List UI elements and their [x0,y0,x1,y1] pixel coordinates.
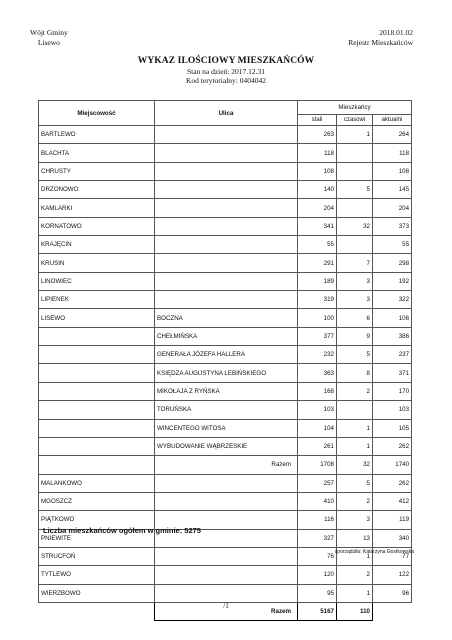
street-cell [155,254,298,272]
temporary-cell: 5 [337,346,373,364]
permanent-cell: 204 [298,199,337,217]
street-cell [155,547,298,565]
temporary-cell [337,199,373,217]
col-header-permanent: stali [298,115,337,126]
locality-cell: CHRUSTY [39,162,155,180]
col-header-locality: Miejscowość [39,101,155,126]
temporary-cell: 5 [337,474,373,492]
temporary-cell: 32 [337,217,373,235]
permanent-cell: 363 [298,364,337,382]
current-cell: 322 [373,291,412,309]
permanent-cell: 263 [298,126,337,144]
temporary-cell [337,236,373,254]
locality-cell [39,327,155,345]
temporary-cell: 13 [337,529,373,547]
header-right [348,28,413,48]
street-cell: WINCENTEGO WITOSA [155,419,298,437]
temporary-cell: 5 [337,181,373,199]
street-cell [155,474,298,492]
temporary-cell: 2 [337,566,373,584]
title-block [0,55,452,85]
current-cell: 77 [373,547,412,565]
locality-cell: KORNATOWO [39,217,155,235]
current-cell: 55 [373,236,412,254]
temporary-cell: 2 [337,382,373,400]
locality-cell: LIPIENEK [39,291,155,309]
permanent-cell: 103 [298,401,337,419]
permanent-cell: 377 [298,327,337,345]
permanent-cell: 76 [298,547,337,565]
current-cell: 204 [373,199,412,217]
temporary-cell: 3 [337,272,373,290]
subtotal-current: 1740 [373,456,412,474]
street-cell [155,236,298,254]
permanent-cell: 291 [298,254,337,272]
current-cell: 412 [373,492,412,510]
current-cell: 145 [373,181,412,199]
current-cell: 192 [373,272,412,290]
locality-cell [39,456,155,474]
permanent-cell: 116 [298,511,337,529]
table-row [39,364,412,382]
current-cell: 262 [373,474,412,492]
permanent-cell: 120 [298,566,337,584]
locality-cell: PNIEWITE [39,529,155,547]
street-cell [155,492,298,510]
permanent-cell: 55 [298,236,337,254]
street-cell [155,126,298,144]
street-cell: CHEŁMIŃSKA [155,327,298,345]
table-row [39,254,412,272]
temporary-cell: 1 [337,419,373,437]
temporary-cell: 2 [337,492,373,510]
street-cell: MIKOŁAJA Z RYŃSKA [155,382,298,400]
current-cell: 105 [373,419,412,437]
permanent-cell: 327 [298,529,337,547]
street-cell: GENERAŁA JÓZEFA HALLERA [155,346,298,364]
street-cell [155,199,298,217]
office-title: Wójt Gminy [30,28,68,37]
table-body [39,126,412,621]
permanent-cell: 410 [298,492,337,510]
locality-cell [39,364,155,382]
report-title: WYKAZ ILOŚCIOWY MIESZKAŃCÓW [137,56,315,66]
locality-cell [39,346,155,364]
col-header-residents: Mieszkańcy [298,101,412,115]
locality-cell: PIĄTKOWO [39,511,155,529]
table-row [39,566,412,584]
temporary-cell: 1 [337,547,373,565]
current-cell: 298 [373,254,412,272]
residents-table [38,100,412,621]
current-cell: 103 [373,401,412,419]
street-cell [155,162,298,180]
current-cell: 108 [373,162,412,180]
temporary-cell: 6 [337,309,373,327]
permanent-cell: 261 [298,437,337,455]
permanent-cell: 95 [298,584,337,602]
permanent-cell: 168 [298,382,337,400]
table-row [39,236,412,254]
current-cell: 170 [373,382,412,400]
permanent-cell: 257 [298,474,337,492]
current-cell: 262 [373,437,412,455]
col-header-temporary: czasowi [337,115,373,126]
temporary-cell [337,162,373,180]
table-row [39,181,412,199]
current-cell: 237 [373,346,412,364]
table-row [39,492,412,510]
permanent-cell: 232 [298,346,337,364]
register-name: Rejestr Mieszkańców [348,38,413,47]
current-cell: 106 [373,309,412,327]
temporary-cell: 1 [337,584,373,602]
permanent-cell: 104 [298,419,337,437]
current-cell: 119 [373,511,412,529]
table-row [39,584,412,602]
permanent-cell: 319 [298,291,337,309]
table-row [39,309,412,327]
street-cell [155,566,298,584]
report-date: 2018.01.02 [379,28,413,37]
current-cell: 122 [373,566,412,584]
street-cell: BOCZNA [155,309,298,327]
street-cell [155,584,298,602]
office-place: Lisewo [37,38,60,47]
as-of-date: Stan na dzień: 2017.12.31 [186,67,266,76]
subtotal-temporary: 32 [337,456,373,474]
temporary-cell: 1 [337,437,373,455]
current-cell: 118 [373,144,412,162]
table-row [39,291,412,309]
permanent-cell: 100 [298,309,337,327]
locality-cell: LISEWO [39,309,155,327]
current-cell: 373 [373,217,412,235]
street-cell [155,181,298,199]
locality-cell: WIERZBOWO [39,584,155,602]
current-cell: 371 [373,364,412,382]
prepared-by: sporządziła: Katarzyna Gostkowska [334,549,414,555]
table-row [39,401,412,419]
subtotal-permanent: 1708 [298,456,337,474]
locality-cell: KAMLARKI [39,199,155,217]
locality-cell: TYTLEWO [39,566,155,584]
current-cell: 386 [373,327,412,345]
temporary-cell: 7 [337,254,373,272]
permanent-cell: 189 [298,272,337,290]
table-row [39,126,412,144]
temporary-cell: 3 [337,291,373,309]
street-cell: KSIĘDZA AUGUSTYNA LEBIŃSKIEGO [155,364,298,382]
grand-total-line: Liczba mieszkańców ogółem w gminie: 5275 [43,526,201,535]
subtotal-label: Razem [155,456,298,474]
current-cell: 264 [373,126,412,144]
temporary-cell: 9 [337,327,373,345]
col-header-street: Ulica [155,101,298,126]
total-label: Razem [155,602,298,620]
locality-cell: MALANKOWO [39,474,155,492]
table-row [39,162,412,180]
permanent-cell: 118 [298,144,337,162]
locality-cell [39,382,155,400]
header-left [30,28,68,48]
col-header-current: aktualni [373,115,412,126]
street-cell [155,291,298,309]
permanent-cell: 140 [298,181,337,199]
table-row [39,144,412,162]
table-row [39,327,412,345]
temporary-cell: 3 [337,511,373,529]
locality-cell [39,419,155,437]
temporary-cell [337,144,373,162]
locality-cell: MGOSZCZ [39,492,155,510]
subtotal-row-lisewo [39,456,412,474]
temporary-cell [337,401,373,419]
street-cell: WYBUDOWANIE WĄBRZESKIE [155,437,298,455]
table-row [39,419,412,437]
current-cell: 340 [373,529,412,547]
locality-cell: KRUSIN [39,254,155,272]
table-row [39,474,412,492]
locality-cell: LINOWIEC [39,272,155,290]
table-row [39,199,412,217]
table-row [39,346,412,364]
territory-code: Kod terytorialny: 0404042 [186,76,266,85]
street-cell [155,144,298,162]
locality-cell [39,401,155,419]
locality-cell: KRAJĘCIN [39,236,155,254]
table-row [39,217,412,235]
total-temporary: 110 [337,602,373,620]
page-number: /1 [223,602,229,610]
locality-cell: DRZONOWO [39,181,155,199]
locality-cell [39,437,155,455]
street-cell [155,217,298,235]
table-row [39,437,412,455]
locality-cell: STRUCFOŃ [39,547,155,565]
total-permanent: 5167 [298,602,337,620]
table-row [39,382,412,400]
permanent-cell: 108 [298,162,337,180]
temporary-cell: 1 [337,126,373,144]
temporary-cell: 8 [337,364,373,382]
street-cell [155,272,298,290]
permanent-cell: 341 [298,217,337,235]
locality-cell: BARTLEWO [39,126,155,144]
table-row [39,272,412,290]
locality-cell: BLACHTA [39,144,155,162]
current-cell: 96 [373,584,412,602]
street-cell: TORUŃSKA [155,401,298,419]
